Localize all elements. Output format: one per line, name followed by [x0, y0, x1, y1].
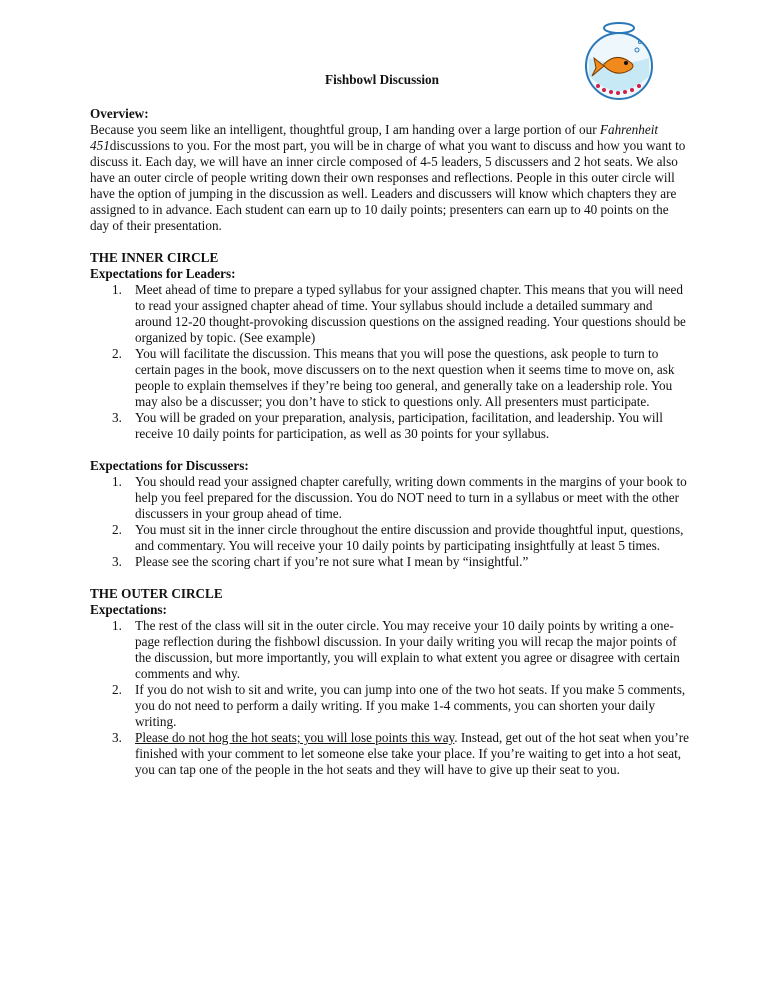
overview-heading: Overview:	[90, 106, 149, 121]
fishbowl-illustration	[582, 16, 656, 102]
list-item: 1. You should read your assigned chapter carefully, writing down comments in the margins of your book to help you feel prepared for the discussion. You do NOT need to turn in a syllabus or meet with the other discussers in your group ahead of time.	[112, 474, 687, 521]
underlined-warning: Please do not hog the hot seats; you will lose points this way	[135, 730, 455, 745]
outer-circle-heading: THE OUTER CIRCLE	[90, 586, 223, 601]
discussers-list	[90, 474, 690, 570]
list-item: 3. You will be graded on your preparation, analysis, participation, facilitation, and leadership. You will receive 10 daily points for participation, as well as 30 points for your syllabus.	[112, 410, 663, 441]
list-item: 3. Please see the scoring chart if you’re not sure what I mean by “insightful.”	[112, 554, 529, 569]
document-body	[90, 106, 690, 778]
outer-expectations-heading: Expectations:	[90, 602, 167, 617]
leaders-list	[90, 282, 690, 442]
leaders-heading: Expectations for Leaders:	[90, 266, 236, 281]
discussers-heading: Expectations for Discussers:	[90, 458, 249, 473]
overview-paragraph: Because you seem like an intelligent, thoughtful group, I am handing over a large portion of our Fahrenheit 451discussions to you. For the most part, you will be in charge of what you want to discuss and how you want to discuss it. Each day, we will have an inner circle composed of 4-5 leaders, 5 discussers and 2 hot seats. We also have an outer circle of people writing down their own responses and reflections. People in this outer circle will have the option of jumping in the discussion as well. Leaders and discussers will know which chapters they are assigned to in advance. Each student can earn up to 10 daily points; presenters can earn up to 40 points on the day of their presentation.	[90, 122, 686, 233]
list-item: 3. Please do not hog the hot seats; you will lose points this way. Instead, get out of the hot seat when you’re finished with your comment to let someone else take your place. If you’re waiting to get into a hot seat, you can tap one of the people in the hot seats and they will have to give up their seat to you.	[112, 730, 690, 777]
outer-circle-list	[90, 618, 690, 778]
list-item: 2. You will facilitate the discussion. This means that you will pose the questions, ask people to turn to certain pages in the book, move discussers on to the next question when it seems time to move on, ask people to explain themselves if they’re being too general, and generally take on a leadership role. You may also be a discusser; you don’t have to stick to questions only. All presenters must participate.	[112, 346, 675, 409]
list-item: 1. The rest of the class will sit in the outer circle. You may receive your 10 daily points by writing a one-page reflection during the fishbowl discussion. In your daily writing you will recap the major points of the discussion, but more importantly, you will explain to what extent you agree or disagree with certain comments and why.	[112, 618, 680, 681]
page-title: Fishbowl Discussion	[325, 72, 439, 87]
list-item: 1. Meet ahead of time to prepare a typed syllabus for your assigned chapter. This means that you will need to read your assigned chapter ahead of time. Your syllabus should include a detailed summary and around 12-20 thought-provoking discussion questions on the assigned reading. Your questions should be organized by topic. (See example)	[112, 282, 686, 345]
inner-circle-heading: THE INNER CIRCLE	[90, 250, 219, 265]
list-item: 2. If you do not wish to sit and write, you can jump into one of the two hot seats. If you make 5 comments, you do not need to perform a daily writing. If you make 1-4 comments, you can shorten your daily writing.	[112, 682, 686, 729]
book-title: Fahrenheit 451	[90, 122, 659, 153]
list-item: 2. You must sit in the inner circle throughout the entire discussion and provide thoughtful input, questions, and commentary. You will receive your 10 daily points by participating insightfully at least 5 times.	[112, 522, 684, 553]
